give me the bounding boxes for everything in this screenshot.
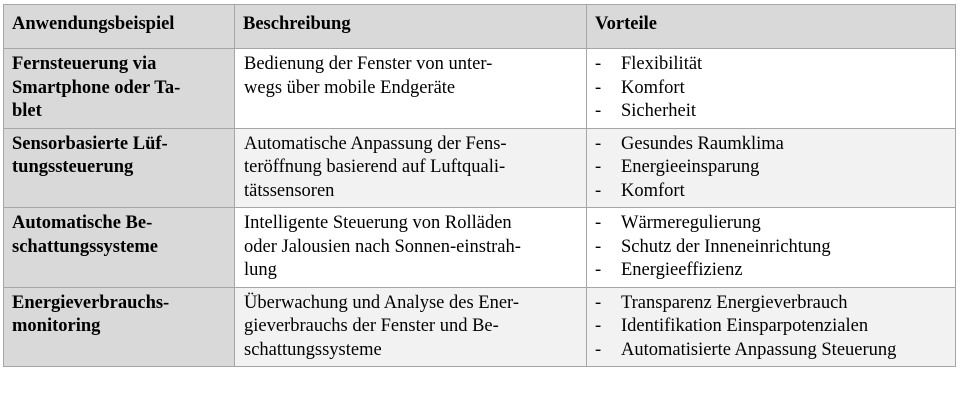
- application-line: Smartphone oder Ta-: [12, 77, 181, 98]
- benefit-text: Transparenz Energieverbrauch: [621, 292, 848, 313]
- bullet-dash: -: [595, 180, 602, 201]
- benefit-text: Energieeffizienz: [621, 260, 743, 280]
- cell-description: [235, 49, 587, 129]
- benefits-list: [595, 53, 947, 124]
- benefit-item: [595, 315, 947, 339]
- table-row: [4, 208, 956, 288]
- description-line: Bedienung der Fenster von unter-: [244, 54, 493, 74]
- benefit-item: [595, 180, 947, 204]
- cell-application: [4, 49, 235, 129]
- header-benefits: Vorteile: [587, 5, 956, 49]
- table-body: [4, 49, 956, 367]
- description-line: lung: [244, 260, 277, 280]
- benefit-text: Komfort: [621, 180, 685, 201]
- benefit-item: [595, 77, 947, 101]
- description-line: schattungssysteme: [244, 339, 382, 360]
- bullet-dash: -: [595, 77, 602, 98]
- bullet-dash: -: [595, 54, 602, 74]
- bullet-dash: -: [595, 236, 602, 257]
- benefit-text: Schutz der Inneneinrichtung: [621, 236, 831, 257]
- benefit-item: [595, 259, 947, 283]
- bullet-dash: -: [595, 260, 602, 280]
- cell-application: [4, 208, 235, 288]
- benefit-item: [595, 236, 947, 260]
- benefit-text: Energieeinsparung: [621, 157, 760, 177]
- benefit-text: Gesundes Raumklima: [621, 133, 784, 154]
- bullet-dash: -: [595, 213, 602, 233]
- description-line: wegs über mobile Endgeräte: [244, 77, 456, 98]
- application-line: Sensorbasierte Lüf-: [12, 133, 168, 154]
- benefits-list: [595, 133, 947, 204]
- header-description: Beschreibung: [235, 5, 587, 49]
- cell-application: [4, 128, 235, 208]
- cell-description: [235, 128, 587, 208]
- benefit-item: [595, 292, 947, 316]
- cell-description: [235, 208, 587, 288]
- table-row: [4, 287, 956, 367]
- application-line: Automatische Be-: [12, 213, 153, 233]
- cell-description: [235, 287, 587, 367]
- cell-benefits: [587, 49, 956, 129]
- bullet-dash: -: [595, 292, 602, 313]
- benefit-item: [595, 100, 947, 124]
- benefits-list: [595, 292, 947, 363]
- cell-benefits: [587, 128, 956, 208]
- description-line: teröffnung basierend auf Luftquali-: [244, 157, 506, 177]
- benefits-list: [595, 212, 947, 283]
- description-line: tätssensoren: [244, 180, 335, 201]
- table-row: [4, 128, 956, 208]
- description-line: Automatische Anpassung der Fens-: [244, 133, 507, 154]
- benefit-item: [595, 212, 947, 236]
- benefit-item: [595, 339, 947, 363]
- cell-benefits: [587, 287, 956, 367]
- description-line: oder Jalousien nach Sonnen-einstrah-: [244, 236, 521, 257]
- application-line: Fernsteuerung via: [12, 54, 157, 74]
- bullet-dash: -: [595, 316, 602, 336]
- use-case-table: [3, 4, 956, 367]
- cell-benefits: [587, 208, 956, 288]
- benefit-text: Wärmeregulierung: [621, 213, 761, 233]
- bullet-dash: -: [595, 101, 602, 121]
- benefit-item: [595, 156, 947, 180]
- header-application: Anwendungsbeispiel: [4, 5, 235, 49]
- application-line: monitoring: [12, 316, 101, 336]
- application-line: blet: [12, 101, 42, 121]
- bullet-dash: -: [595, 339, 602, 360]
- application-line: Energieverbrauchs-: [12, 292, 170, 313]
- benefit-text: Sicherheit: [621, 101, 697, 121]
- table-header-row: [4, 5, 956, 49]
- description-line: Intelligente Steuerung von Rolläden: [244, 213, 512, 233]
- bullet-dash: -: [595, 157, 602, 177]
- benefit-item: [595, 53, 947, 77]
- description-line: Überwachung und Analyse des Ener-: [244, 292, 519, 313]
- cell-application: [4, 287, 235, 367]
- benefit-item: [595, 133, 947, 157]
- application-line: tungssteuerung: [12, 157, 134, 177]
- bullet-dash: -: [595, 133, 602, 154]
- benefit-text: Komfort: [621, 77, 685, 98]
- benefit-text: Identifikation Einsparpotenzialen: [621, 316, 869, 336]
- benefit-text: Automatisierte Anpassung Steuerung: [621, 339, 897, 360]
- description-line: gieverbrauchs der Fenster und Be-: [244, 316, 499, 336]
- benefit-text: Flexibilität: [621, 54, 703, 74]
- application-line: schattungssysteme: [12, 236, 158, 257]
- table-row: [4, 49, 956, 129]
